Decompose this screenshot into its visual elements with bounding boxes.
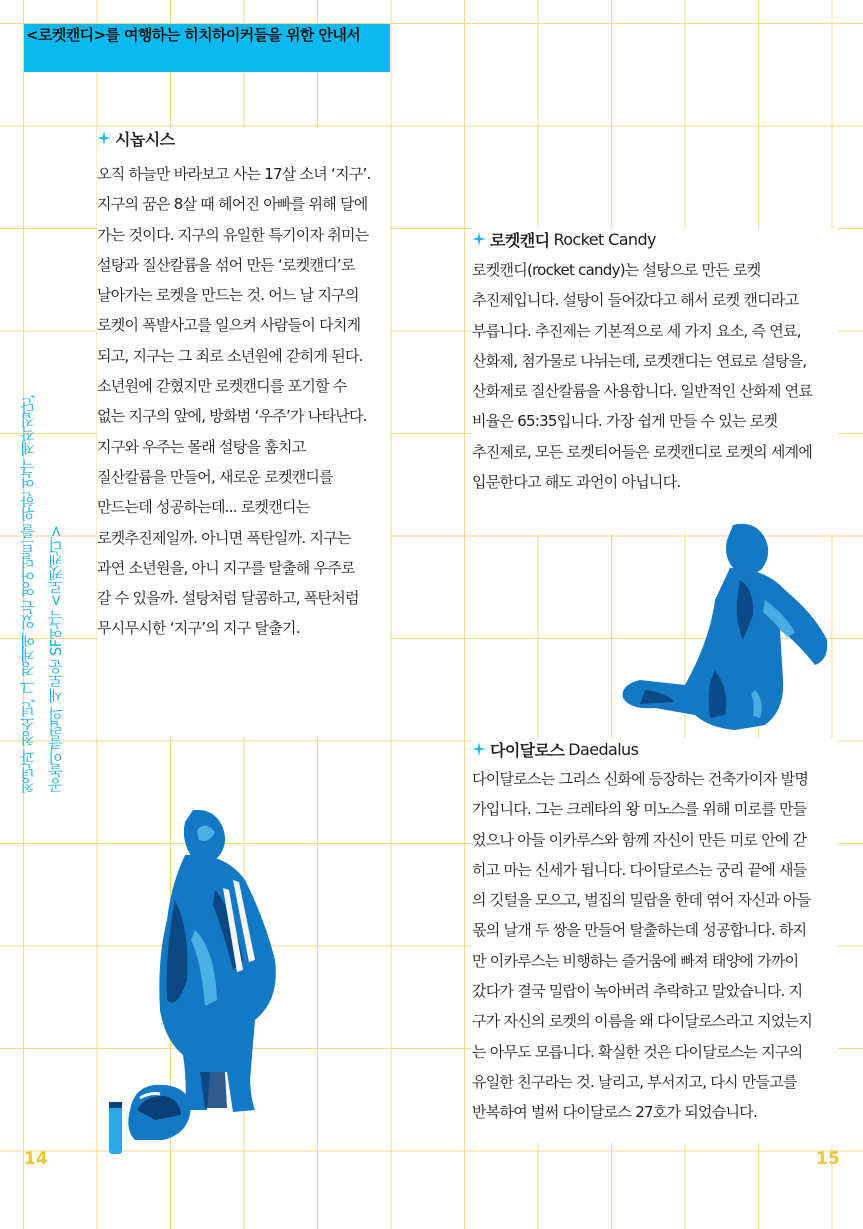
- synopsis-line: 로켓추진제일까. 아니면 폭탄일까. 지구는: [97, 528, 351, 547]
- synopsis-line: 날아가는 로켓을 만드는 것. 어느 날 지구의: [97, 286, 359, 305]
- rocket-candy-line: 입문한다고 해도 과언이 아닙니다.: [472, 473, 681, 492]
- synopsis-line: 가는 것이다. 지구의 유일한 특기이자 취미는: [97, 225, 369, 244]
- synopsis-title: 시놉시스: [115, 129, 175, 149]
- daedalus-title-ko: 다이달로스: [490, 740, 565, 760]
- rocket-candy-line: 추진제입니다. 설탕이 들어갔다고 해서 로켓 캔디라고: [472, 291, 799, 310]
- synopsis-line: 설탕과 질산칼륨을 섞어 만든 ‘로켓캔디’로: [97, 255, 355, 274]
- daedalus-line: 갔다가 결국 밀랍이 녹아버려 추락하고 말았습니다. 지: [472, 982, 803, 1001]
- rocket-candy-line: 로켓캔디(rocket candy)는 설탕으로 만든 로켓: [472, 261, 761, 279]
- synopsis-line: 소년원에 갇혔지만 로켓캔디를 포기할 수: [97, 377, 347, 396]
- synopsis-line: 지구와 우주는 몰래 설탕을 훔치고: [97, 437, 306, 456]
- daedalus-line: 구가 자신의 로켓의 이름을 왜 다이달로스라고 지었는지: [472, 1012, 813, 1031]
- synopsis-line: 되고, 지구는 그 죄로 소년원에 갇히게 된다.: [97, 346, 363, 365]
- daedalus-line: 유일한 친구라는 것. 날리고, 부서지고, 다시 만들고를: [472, 1072, 797, 1091]
- synopsis-line: 오직 하늘만 바라보고 사는 17살 소녀 ‘지구’.: [97, 165, 371, 183]
- page-title: <로켓캔디>를 여행하는 히치하이커들을 위한 안내서: [26, 26, 361, 44]
- synopsis-line: 지구의 꿈은 8살 때 헤어진 아빠를 위해 달에: [97, 195, 368, 214]
- synopsis-line: 만드는데 성공하는데... 로켓캔디는: [97, 498, 310, 517]
- synopsis-line: 갈 수 있을까. 설탕처럼 달콤하고, 폭탄처럼: [97, 589, 359, 608]
- side-caption: [14, 385, 74, 793]
- daedalus-line: 반복하여 벌써 다이달로스 27호가 되었습니다.: [472, 1103, 757, 1122]
- daedalus-panel: [472, 738, 838, 1143]
- page-number-left: 14: [24, 1149, 48, 1169]
- side-caption-line-2: 공놀이클럽의 새로운 SF연극 <로켓캔디>: [47, 525, 65, 793]
- daedalus-line: 몫의 날개 두 쌍을 만들어 탈출하는데 성공합니다. 하지: [472, 921, 807, 940]
- page-number-right: 15: [816, 1149, 840, 1169]
- daedalus-line: 만 이카루스는 비행하는 즐거움에 빠져 태양에 가까이: [472, 951, 799, 970]
- star-icon: [97, 131, 111, 145]
- daedalus-line: 다이달로스는 그리스 신화에 등장하는 건축가이자 발명: [472, 770, 809, 788]
- rocket-candy-line: 비율은 65:35입니다. 가장 쉽게 만들 수 있는 로켓: [472, 412, 778, 431]
- star-icon: [472, 742, 486, 756]
- daedalus-title-en: Daedalus: [568, 739, 639, 759]
- rocket-candy-line: 부릅니다. 추진제는 기본적으로 세 가지 요소, 즉 연료,: [472, 321, 801, 340]
- standing-figure-image: [105, 810, 285, 1155]
- daedalus-line: 는 아무도 모릅니다. 확실한 것은 다이달로스는 지구의: [472, 1042, 803, 1061]
- rocket-candy-panel: [472, 228, 838, 534]
- rocket-candy-heading: [472, 228, 838, 250]
- synopsis-line: 무시무시한 ‘지구’의 지구 탈출기.: [97, 619, 300, 638]
- synopsis-line: 질산칼륨을 만들어, 새로운 로켓캔디를: [97, 467, 333, 486]
- synopsis-panel: [97, 127, 390, 737]
- rocket-candy-line: 추진제로, 모든 로켓티어들은 로켓캔디로 로켓의 세계에: [472, 442, 813, 461]
- rocket-candy-line: 산화제로 질산칼륨을 사용합니다. 일반적인 산화제 연료: [472, 382, 813, 401]
- daedalus-body: [472, 764, 838, 1128]
- daedalus-line: 히고 마는 신세가 됩니다. 다이달로스는 궁리 끝에 새들: [472, 860, 807, 879]
- synopsis-line: 과연 소년원을, 아니 지구를 탈출해 우주로: [97, 558, 355, 577]
- rocket-candy-line: 산화제, 첨가물로 나뉘는데, 로켓캔디는 연료로 설탕을,: [472, 351, 807, 370]
- daedalus-heading: [472, 738, 838, 760]
- side-caption-line-1: 청년과 청소년, 그 경계에 있는 영어덜트를 위한 연극 제작집단,: [19, 394, 37, 793]
- rocket-candy-body: [472, 255, 838, 497]
- star-icon: [472, 232, 486, 246]
- synopsis-heading: [97, 127, 390, 149]
- synopsis-line: 없는 지구의 앞에, 방화범 ‘우주’가 나타난다.: [97, 407, 367, 426]
- daedalus-line: 었으나 아들 이카루스와 함께 자신이 만든 미로 안에 갇: [472, 830, 807, 849]
- daedalus-line: 의 깃털을 모으고, 벌집의 밀랍을 한데 엮어 자신과 아들: [472, 891, 811, 910]
- daedalus-line: 가입니다. 그는 크레타의 왕 미노스를 위해 미로를 만들: [472, 800, 807, 819]
- synopsis-body: [97, 159, 390, 644]
- rocket-candy-title-en: Rocket Candy: [553, 229, 656, 249]
- rocket-candy-title-ko: 로켓캔디: [490, 230, 550, 250]
- synopsis-line: 로켓이 폭발사고를 일으켜 사람들이 다치게: [97, 316, 361, 335]
- kneeling-figure-image: [615, 520, 835, 740]
